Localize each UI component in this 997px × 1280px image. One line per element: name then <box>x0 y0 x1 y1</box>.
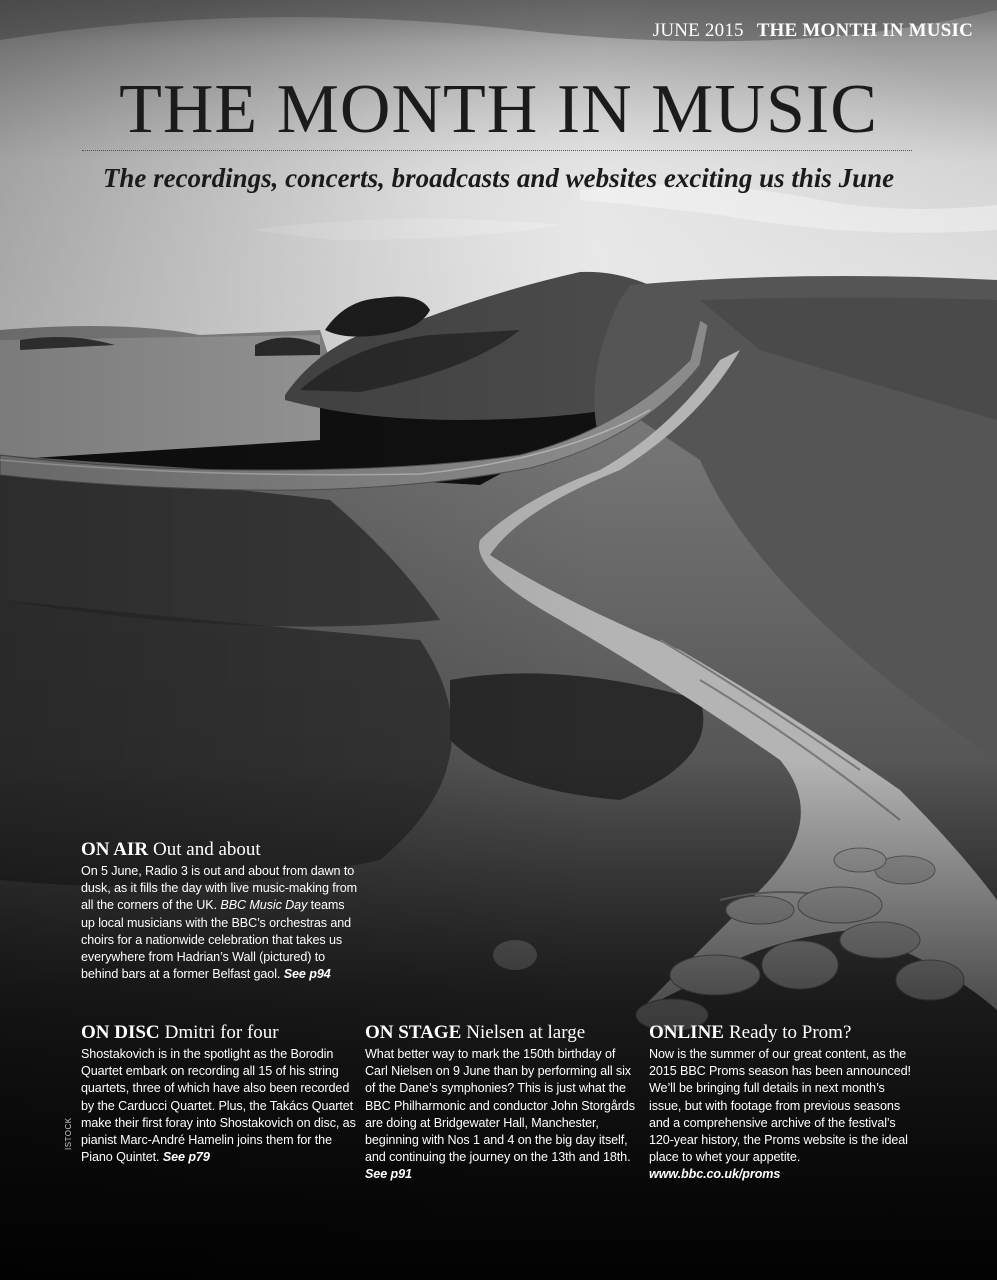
section-label: THE MONTH IN MUSIC <box>756 20 973 41</box>
on-stage-heading <box>365 1022 637 1044</box>
on-air-text-1: On 5 June, Radio 3 is out and about from dawn to dusk, as it fills the day with live music-making from all the corners of the UK. <box>81 864 358 913</box>
on-air-body <box>81 863 361 983</box>
photo-credit: ISTOCK <box>64 1117 73 1150</box>
online-section <box>649 1022 911 1184</box>
on-stage-section <box>365 1022 637 1184</box>
on-air-heading <box>81 839 361 861</box>
on-air-headline: Out and about <box>153 839 261 860</box>
online-kicker: ONLINE <box>649 1022 724 1043</box>
on-air-programme-title: BBC Music Day <box>220 898 308 913</box>
page-folio <box>653 20 973 42</box>
on-disc-text: Shostakovich is in the spotlight as the Borodin Quartet embark on recording all 15 of his string quartets, three of which have also been recorded by the Carducci Quartet. Plus, the Takács Quartet make their first foray into Shostakovich on disc, as pianist Marc-André Hamelin joins them for the Piano Quintet. <box>81 1047 356 1165</box>
on-air-section <box>81 839 361 983</box>
online-headline: Ready to Prom? <box>728 1022 852 1043</box>
on-disc-kicker: ON DISC <box>81 1022 160 1043</box>
on-air-page-ref: See p94 <box>283 967 331 982</box>
on-disc-headline: Dmitri for four <box>164 1022 279 1043</box>
on-stage-page-ref: See p91 <box>365 1167 412 1182</box>
on-stage-headline: Nielsen at large <box>466 1022 586 1043</box>
on-stage-kicker: ON STAGE <box>365 1022 462 1043</box>
on-air-text-2: teams up local musicians with the BBC’s orchestras and choirs for a nationwide celebration that takes us everywhere from Hadrian’s Wall (pictured) to behind bars at a former Belfast gaol. <box>81 898 352 982</box>
on-disc-section <box>81 1022 356 1166</box>
on-disc-heading <box>81 1022 356 1044</box>
title-divider <box>82 150 912 151</box>
on-disc-page-ref: See p79 <box>162 1150 210 1165</box>
on-stage-body <box>365 1046 637 1184</box>
on-disc-body <box>81 1046 356 1166</box>
page-subtitle: The recordings, concerts, broadcasts and websites exciting us this June <box>102 163 895 193</box>
online-heading <box>649 1022 911 1044</box>
proms-website-link[interactable]: www.bbc.co.uk/proms <box>649 1167 781 1182</box>
issue-month: JUNE 2015 <box>652 20 744 41</box>
on-stage-text: What better way to mark the 150th birthday of Carl Nielsen on 9 June than by performing all six of the Dane’s symphonies? This is just what the BBC Philharmonic and conductor John Storgårds are doing at Bridgewater Hall, Manchester, beginning with Nos 1 and 4 on the big day itself, and continuing the journey on the 13th and 18th. <box>365 1047 635 1165</box>
on-air-kicker: ON AIR <box>81 839 149 860</box>
online-text: Now is the summer of our great content, as the 2015 BBC Proms season has been announced! We’ll be bringing full details in next month’s issue, but with footage from previous seasons and a comprehensive archive of the festival’s 120-year history, the Proms website is the ideal place to whet your appetite. <box>649 1047 911 1165</box>
page-title: THE MONTH IN MUSIC <box>119 71 878 148</box>
online-body <box>649 1046 911 1184</box>
